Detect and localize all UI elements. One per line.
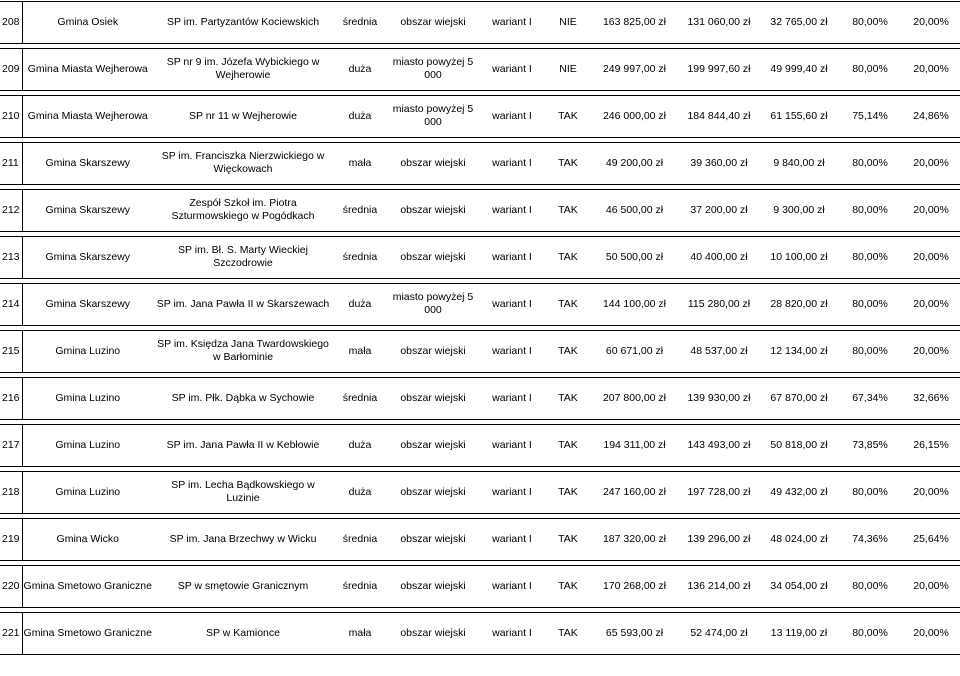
gmina-cell: Gmina Miasta Wejherowa <box>22 95 153 137</box>
funding-amount-cell: 197 728,00 zł <box>678 471 760 513</box>
flag-cell: NIE <box>545 48 591 90</box>
table-row <box>0 1 960 43</box>
table-row <box>0 189 960 231</box>
area-cell: obszar wiejski <box>387 330 479 372</box>
own-percent-cell: 20,00% <box>902 330 960 372</box>
variant-cell: wariant I <box>479 236 545 278</box>
own-contribution-cell: 12 134,00 zł <box>760 330 838 372</box>
total-amount-cell: 65 593,00 zł <box>591 612 678 654</box>
lp-cell: 214 <box>0 283 22 325</box>
gmina-cell: Gmina Skarszewy <box>22 283 153 325</box>
own-percent-cell: 26,15% <box>902 424 960 466</box>
area-cell: obszar wiejski <box>387 471 479 513</box>
lp-cell: 211 <box>0 142 22 184</box>
total-amount-cell: 247 160,00 zł <box>591 471 678 513</box>
funding-percent-cell: 80,00% <box>838 612 902 654</box>
total-amount-cell: 246 000,00 zł <box>591 95 678 137</box>
size-cell: średnia <box>333 565 387 607</box>
table-row <box>0 283 960 325</box>
size-cell: mała <box>333 142 387 184</box>
school-cell: SP im. Jana Pawła II w Kebłowie <box>153 424 333 466</box>
own-percent-cell: 20,00% <box>902 283 960 325</box>
total-amount-cell: 163 825,00 zł <box>591 1 678 43</box>
funding-amount-cell: 131 060,00 zł <box>678 1 760 43</box>
funding-amount-cell: 139 930,00 zł <box>678 377 760 419</box>
funding-percent-cell: 67,34% <box>838 377 902 419</box>
size-cell: mała <box>333 612 387 654</box>
flag-cell: TAK <box>545 518 591 560</box>
funding-amount-cell: 139 296,00 zł <box>678 518 760 560</box>
funding-amount-cell: 143 493,00 zł <box>678 424 760 466</box>
area-cell: obszar wiejski <box>387 518 479 560</box>
funding-amount-cell: 40 400,00 zł <box>678 236 760 278</box>
table-row <box>0 424 960 466</box>
own-percent-cell: 20,00% <box>902 1 960 43</box>
table-row <box>0 518 960 560</box>
area-cell: obszar wiejski <box>387 1 479 43</box>
own-percent-cell: 20,00% <box>902 612 960 654</box>
funding-percent-cell: 75,14% <box>838 95 902 137</box>
total-amount-cell: 144 100,00 zł <box>591 283 678 325</box>
size-cell: duża <box>333 471 387 513</box>
own-percent-cell: 20,00% <box>902 236 960 278</box>
gmina-cell: Gmina Skarszewy <box>22 189 153 231</box>
own-percent-cell: 20,00% <box>902 471 960 513</box>
variant-cell: wariant I <box>479 471 545 513</box>
school-cell: SP im. Jana Brzechwy w Wicku <box>153 518 333 560</box>
funding-percent-cell: 80,00% <box>838 565 902 607</box>
gmina-cell: Gmina Luzino <box>22 330 153 372</box>
funding-amount-cell: 115 280,00 zł <box>678 283 760 325</box>
size-cell: średnia <box>333 1 387 43</box>
variant-cell: wariant I <box>479 518 545 560</box>
school-cell: SP nr 9 im. Józefa Wybickiego w Wejherowie <box>153 48 333 90</box>
funding-amount-cell: 184 844,40 zł <box>678 95 760 137</box>
variant-cell: wariant I <box>479 48 545 90</box>
size-cell: duża <box>333 424 387 466</box>
size-cell: duża <box>333 48 387 90</box>
lp-cell: 219 <box>0 518 22 560</box>
variant-cell: wariant I <box>479 142 545 184</box>
lp-cell: 208 <box>0 1 22 43</box>
lp-cell: 209 <box>0 48 22 90</box>
area-cell: obszar wiejski <box>387 189 479 231</box>
own-contribution-cell: 9 300,00 zł <box>760 189 838 231</box>
flag-cell: TAK <box>545 330 591 372</box>
school-cell: SP w smętowie Granicznym <box>153 565 333 607</box>
lp-cell: 221 <box>0 612 22 654</box>
school-cell: SP im. Partyzantów Kociewskich <box>153 1 333 43</box>
school-cell: SP nr 11 w Wejherowie <box>153 95 333 137</box>
area-cell: obszar wiejski <box>387 377 479 419</box>
flag-cell: TAK <box>545 95 591 137</box>
flag-cell: TAK <box>545 612 591 654</box>
table-row <box>0 236 960 278</box>
gmina-cell: Gmina Osiek <box>22 1 153 43</box>
funding-percent-cell: 73,85% <box>838 424 902 466</box>
total-amount-cell: 207 800,00 zł <box>591 377 678 419</box>
school-cell: SP w Kamionce <box>153 612 333 654</box>
funding-amount-cell: 136 214,00 zł <box>678 565 760 607</box>
funding-percent-cell: 80,00% <box>838 330 902 372</box>
school-cell: SP im. Lecha Bądkowskiego w Luzinie <box>153 471 333 513</box>
area-cell: miasto powyżej 5 000 <box>387 48 479 90</box>
own-percent-cell: 20,00% <box>902 142 960 184</box>
size-cell: średnia <box>333 236 387 278</box>
size-cell: średnia <box>333 518 387 560</box>
own-percent-cell: 24,86% <box>902 95 960 137</box>
funding-amount-cell: 39 360,00 zł <box>678 142 760 184</box>
size-cell: duża <box>333 95 387 137</box>
own-percent-cell: 20,00% <box>902 189 960 231</box>
gmina-cell: Gmina Miasta Wejherowa <box>22 48 153 90</box>
own-percent-cell: 20,00% <box>902 565 960 607</box>
funding-percent-cell: 80,00% <box>838 283 902 325</box>
school-cell: SP im. Płk. Dąbka w Sychowie <box>153 377 333 419</box>
gmina-cell: Gmina Skarszewy <box>22 236 153 278</box>
gmina-cell: Gmina Luzino <box>22 471 153 513</box>
total-amount-cell: 49 200,00 zł <box>591 142 678 184</box>
table-row <box>0 612 960 654</box>
total-amount-cell: 187 320,00 zł <box>591 518 678 560</box>
own-contribution-cell: 10 100,00 zł <box>760 236 838 278</box>
funding-percent-cell: 80,00% <box>838 1 902 43</box>
table-row <box>0 565 960 607</box>
flag-cell: NIE <box>545 1 591 43</box>
variant-cell: wariant I <box>479 424 545 466</box>
own-contribution-cell: 34 054,00 zł <box>760 565 838 607</box>
size-cell: średnia <box>333 189 387 231</box>
gmina-cell: Gmina Skarszewy <box>22 142 153 184</box>
area-cell: obszar wiejski <box>387 142 479 184</box>
flag-cell: TAK <box>545 471 591 513</box>
lp-cell: 218 <box>0 471 22 513</box>
funding-percent-cell: 80,00% <box>838 48 902 90</box>
school-cell: SP im. Księdza Jana Twardowskiego w Barłominie <box>153 330 333 372</box>
funding-amount-cell: 37 200,00 zł <box>678 189 760 231</box>
funding-percent-cell: 80,00% <box>838 142 902 184</box>
flag-cell: TAK <box>545 424 591 466</box>
own-percent-cell: 25,64% <box>902 518 960 560</box>
lp-cell: 215 <box>0 330 22 372</box>
own-contribution-cell: 9 840,00 zł <box>760 142 838 184</box>
lp-cell: 217 <box>0 424 22 466</box>
variant-cell: wariant I <box>479 565 545 607</box>
lp-cell: 216 <box>0 377 22 419</box>
funding-percent-cell: 80,00% <box>838 236 902 278</box>
area-cell: obszar wiejski <box>387 612 479 654</box>
size-cell: mała <box>333 330 387 372</box>
table-row <box>0 471 960 513</box>
flag-cell: TAK <box>545 565 591 607</box>
flag-cell: TAK <box>545 142 591 184</box>
total-amount-cell: 46 500,00 zł <box>591 189 678 231</box>
funding-amount-cell: 52 474,00 zł <box>678 612 760 654</box>
table-row <box>0 330 960 372</box>
funding-percent-cell: 80,00% <box>838 471 902 513</box>
own-contribution-cell: 28 820,00 zł <box>760 283 838 325</box>
school-cell: Zespół Szkoł im. Piotra Szturmowskiego w Pogódkach <box>153 189 333 231</box>
table-row <box>0 377 960 419</box>
variant-cell: wariant I <box>479 1 545 43</box>
funding-amount-cell: 48 537,00 zł <box>678 330 760 372</box>
own-contribution-cell: 49 999,40 zł <box>760 48 838 90</box>
own-contribution-cell: 61 155,60 zł <box>760 95 838 137</box>
variant-cell: wariant I <box>479 612 545 654</box>
funding-percent-cell: 74,36% <box>838 518 902 560</box>
gmina-cell: Gmina Wicko <box>22 518 153 560</box>
own-contribution-cell: 32 765,00 zł <box>760 1 838 43</box>
total-amount-cell: 249 997,00 zł <box>591 48 678 90</box>
flag-cell: TAK <box>545 189 591 231</box>
flag-cell: TAK <box>545 283 591 325</box>
variant-cell: wariant I <box>479 377 545 419</box>
lp-cell: 210 <box>0 95 22 137</box>
gmina-cell: Gmina Smetowo Graniczne <box>22 612 153 654</box>
variant-cell: wariant I <box>479 95 545 137</box>
own-percent-cell: 20,00% <box>902 48 960 90</box>
table-row <box>0 142 960 184</box>
flag-cell: TAK <box>545 377 591 419</box>
flag-cell: TAK <box>545 236 591 278</box>
gmina-cell: Gmina Smetowo Graniczne <box>22 565 153 607</box>
total-amount-cell: 170 268,00 zł <box>591 565 678 607</box>
total-amount-cell: 50 500,00 zł <box>591 236 678 278</box>
area-cell: obszar wiejski <box>387 565 479 607</box>
own-contribution-cell: 49 432,00 zł <box>760 471 838 513</box>
funding-percent-cell: 80,00% <box>838 189 902 231</box>
own-contribution-cell: 67 870,00 zł <box>760 377 838 419</box>
area-cell: obszar wiejski <box>387 236 479 278</box>
school-cell: SP im. Jana Pawła II w Skarszewach <box>153 283 333 325</box>
own-contribution-cell: 48 024,00 zł <box>760 518 838 560</box>
lp-cell: 212 <box>0 189 22 231</box>
own-percent-cell: 32,66% <box>902 377 960 419</box>
school-cell: SP im. Bł. S. Marty Wieckiej Szczodrowie <box>153 236 333 278</box>
gmina-cell: Gmina Luzino <box>22 424 153 466</box>
area-cell: miasto powyżej 5 000 <box>387 283 479 325</box>
size-cell: duża <box>333 283 387 325</box>
own-contribution-cell: 50 818,00 zł <box>760 424 838 466</box>
school-cell: SP im. Franciszka Nierzwickiego w Więckowach <box>153 142 333 184</box>
variant-cell: wariant I <box>479 283 545 325</box>
funding-amount-cell: 199 997,60 zł <box>678 48 760 90</box>
own-contribution-cell: 13 119,00 zł <box>760 612 838 654</box>
table-row <box>0 95 960 137</box>
lp-cell: 220 <box>0 565 22 607</box>
variant-cell: wariant I <box>479 330 545 372</box>
lp-cell: 213 <box>0 236 22 278</box>
gmina-cell: Gmina Luzino <box>22 377 153 419</box>
total-amount-cell: 60 671,00 zł <box>591 330 678 372</box>
variant-cell: wariant I <box>479 189 545 231</box>
total-amount-cell: 194 311,00 zł <box>591 424 678 466</box>
size-cell: średnia <box>333 377 387 419</box>
area-cell: obszar wiejski <box>387 424 479 466</box>
area-cell: miasto powyżej 5 000 <box>387 95 479 137</box>
table-row <box>0 48 960 90</box>
